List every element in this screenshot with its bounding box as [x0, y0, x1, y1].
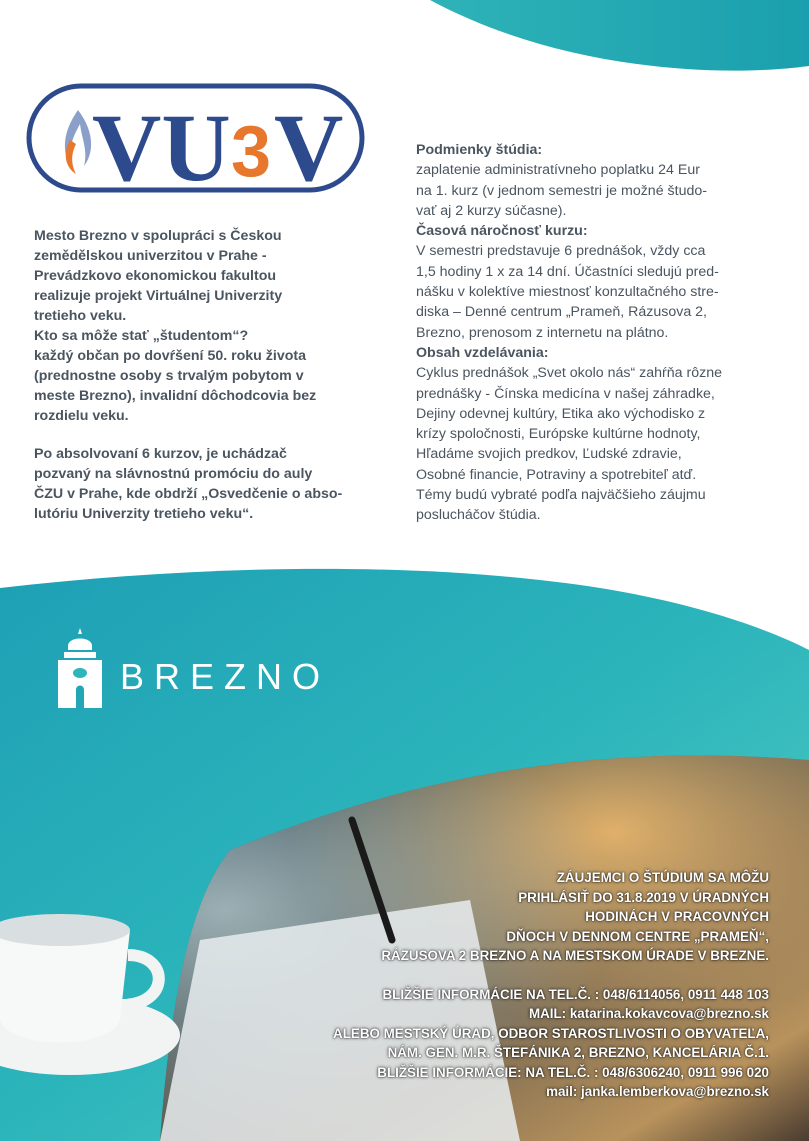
text-line: pozvaný na slávnostnú promóciu do auly	[34, 466, 313, 482]
text-line: krízy spoločnosti, Európske kultúrne hodnoty,	[416, 426, 701, 443]
text-line: Osobné financie, Potraviny a spotrebiteľ atď.	[416, 466, 697, 483]
who-paragraph	[34, 326, 398, 426]
text-line: Brezno, prenosom z internetu na plátno.	[416, 324, 669, 341]
text-line: lutóriu Univerzity tretieho veku“.	[34, 506, 254, 522]
left-column	[34, 226, 398, 524]
text-line: Dejiny odevnej kultúry, Etika ako východisko z	[416, 405, 706, 422]
vu3v-logo	[26, 80, 366, 198]
text-line: Kto sa môže stať „študentom“?	[34, 328, 249, 344]
text-line: Cyklus prednášok „Svet okolo nás“ zahŕňa rôzne	[416, 365, 722, 382]
conditions-heading: Podmienky štúdia:	[416, 142, 543, 158]
spacer	[34, 426, 398, 444]
brezno-wordmark: BREZNO	[120, 656, 331, 697]
logo-text-3: 3	[231, 112, 272, 192]
text-line: na 1. kurz (v jednom semestri je možné študo-	[416, 182, 707, 199]
text-line: zaplatenie administratívneho poplatku 24 Eur	[416, 162, 700, 179]
text-line: zemědělskou univerzitou v Prahe -	[34, 248, 267, 264]
text-line: realizuje projekt Virtuálnej Univerzity	[34, 288, 283, 304]
text-line: 1,5 hodiny 1 x za 14 dní. Účastníci sledujú pred-	[416, 263, 719, 280]
text-line: (prednostne osoby s trvalým pobytom v	[34, 368, 304, 384]
logo-text-v: V	[274, 94, 344, 198]
text-line: ZÁUJEMCI O ŠTÚDIUM SA MÔŽU	[556, 870, 769, 885]
graduation-paragraph	[34, 444, 398, 524]
text-line: NÁM. GEN. M.R. ŠTEFÁNIKA 2, BREZNO, KANCELÁRIA Č.1.	[387, 1045, 769, 1060]
text-line: tretieho veku.	[34, 308, 127, 324]
text-line: DŇOCH V DENNOM CENTRE „PRAMEŇ“,	[506, 928, 769, 944]
intro-paragraph	[34, 226, 398, 326]
text-line: ČZU v Prahe, kde obdrží „Osvedčenie o abso-	[34, 486, 343, 502]
text-line: Prevádzkovo ekonomickou fakultou	[34, 268, 277, 284]
text-line: RÁZUSOVA 2 BREZNO A NA MESTSKOM ÚRADE V BREZNE.	[381, 948, 769, 963]
text-line: Mesto Brezno v spolupráci s Českou	[34, 228, 282, 244]
text-line: PRIHLÁSIŤ DO 31.8.2019 V ÚRADNÝCH	[518, 889, 769, 905]
text-line: BLIŽŠIE INFORMÁCIE NA TEL.Č. : 048/6114056, 0911 448 103	[382, 986, 769, 1002]
text-line: nášku v kolektíve miestnosť konzultačného stre-	[416, 284, 719, 301]
brezno-logo	[54, 628, 354, 710]
content-heading: Obsah vzdelávania:	[416, 344, 549, 361]
application-notice	[209, 868, 769, 966]
tower-icon	[54, 628, 106, 710]
text-line: Hľadáme svojich predkov, Ľudské zdravie,	[416, 446, 682, 463]
text-line: Témy budú vybraté podľa najväčšieho záujmu	[416, 487, 706, 504]
text-line: V semestri predstavuje 6 prednášok, vždy cca	[416, 243, 706, 260]
text-line: mail: janka.lemberkova@brezno.sk	[546, 1084, 769, 1099]
text-line: vať aj 2 kurzy súčasne).	[416, 202, 567, 219]
time-heading: Časová náročnosť kurzu:	[416, 223, 588, 240]
text-line: BLIŽŠIE INFORMÁCIE: NA TEL.Č. : 048/6306240, 0911 996 020	[377, 1064, 769, 1080]
right-column	[416, 140, 782, 526]
spacer	[209, 966, 769, 985]
contact-info	[209, 868, 769, 1102]
text-line: rozdielu veku.	[34, 408, 129, 424]
logo-text-vu: VU	[92, 94, 231, 198]
text-line: ALEBO MESTSKÝ ÚRAD, ODBOR STAROSTLIVOSTI O OBYVATEĽA,	[333, 1025, 769, 1041]
text-line: každý občan po dovŕšení 50. roku života	[34, 348, 307, 364]
text-line: poslucháčov štúdia.	[416, 507, 541, 524]
text-line: Po absolvovaní 6 kurzov, je uchádzač	[34, 446, 287, 462]
text-line: HODINÁCH V PRACOVNÝCH	[585, 909, 769, 924]
text-line: prednášky - Čínska medicína v našej záhradke,	[416, 385, 715, 402]
text-line: meste Brezno), invalidní dôchodcovia bez	[34, 388, 317, 404]
text-line: MAIL: katarina.kokavcova@brezno.sk	[528, 1006, 769, 1021]
contact-lines	[209, 985, 769, 1102]
text-line: diska – Denné centrum „Prameň, Rázusova 2,	[416, 304, 707, 321]
